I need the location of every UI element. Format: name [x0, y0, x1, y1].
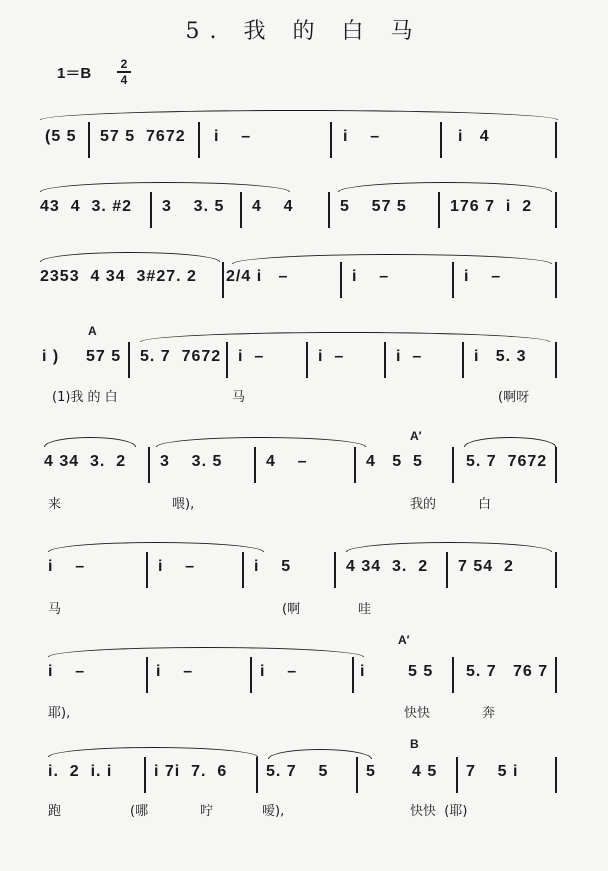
time-denominator: 4 [120, 72, 128, 87]
barline [340, 262, 342, 298]
measure-3: i – [214, 128, 252, 145]
lyric-line-3c: 哇 [358, 602, 372, 617]
measure-4: 4 5 5 [366, 453, 423, 470]
barline [354, 447, 356, 483]
lyric-line-2d: 白 [478, 497, 492, 512]
barline [356, 757, 358, 793]
measure-5: 5. 7 7672 [466, 453, 548, 470]
measure-1: 4 34 3. 2 [44, 453, 127, 470]
measure-3: 4 4 [252, 198, 294, 215]
measure-2: 2/4 i – [226, 268, 289, 285]
barline [330, 122, 332, 158]
lyric-line-5b: (哪 [130, 804, 149, 819]
measure-4: i [360, 663, 366, 680]
measure-1: 2353 4 34 3#27. 2 [40, 268, 197, 285]
measure-2: 57 5 7672 [100, 128, 186, 145]
measure-1: i – [48, 663, 86, 680]
barline [446, 552, 448, 588]
staff-system-3 [0, 260, 608, 300]
barline [242, 552, 244, 588]
staff-system-5 [0, 429, 608, 485]
measure-3: i – [238, 348, 265, 365]
lyric-line-1b: 马 [232, 390, 246, 405]
lyric-line-1c: (啊呀 [498, 390, 530, 405]
barline [555, 447, 557, 483]
lyric-line-2c: 我的 [410, 497, 437, 512]
barline [146, 657, 148, 693]
staff-system-8 [0, 737, 608, 795]
phrase-slur [44, 437, 136, 447]
measure-2: 5. 7 7672 [140, 348, 222, 365]
barline [555, 122, 557, 158]
measure-3: i – [260, 663, 298, 680]
pickup-notes: 4 5 [412, 763, 438, 780]
phrase-slur [464, 437, 556, 447]
barline [555, 552, 557, 588]
time-signature [117, 58, 131, 86]
barline [456, 757, 458, 793]
lyric-line-5e: 快快 (耶) [410, 804, 468, 819]
barline [256, 757, 258, 793]
section-mark-a-prime: A′ [410, 429, 422, 443]
measure-4: i – [318, 348, 345, 365]
measure-6: i 5. 3 [474, 348, 527, 365]
section-mark-b: B [410, 737, 419, 751]
measure-5: 7 54 2 [458, 558, 514, 575]
lyric-line-3b: (啊 [282, 602, 301, 617]
measure-4: i – [343, 128, 381, 145]
barline [452, 657, 454, 693]
barline [334, 552, 336, 588]
measure-2: 3 3. 5 [160, 453, 223, 470]
barline [250, 657, 252, 693]
barline [555, 342, 557, 378]
section-mark-a: A [88, 324, 97, 338]
barline [555, 262, 557, 298]
measure-3: 4 – [266, 453, 308, 470]
measure-1: i. 2 i. i [48, 763, 113, 780]
section-mark-a-prime: A′ [398, 633, 410, 647]
measure-4: 5 57 5 [340, 198, 407, 215]
time-numerator: 2 [120, 57, 128, 71]
staff-system-4 [0, 324, 608, 380]
barline [555, 757, 557, 793]
barline [240, 192, 242, 228]
pickup-notes: 5 5 [408, 663, 434, 680]
measure-4: i – [464, 268, 502, 285]
tie-arc [48, 647, 364, 657]
phrase-slur [346, 542, 552, 552]
barline [144, 757, 146, 793]
measure-5: i – [396, 348, 423, 365]
measure-4: 4 34 3. 2 [346, 558, 429, 575]
barline [462, 342, 464, 378]
lyric-line-2a: 来 [48, 497, 62, 512]
barline [128, 342, 130, 378]
phrase-slur [40, 252, 220, 262]
barline [452, 262, 454, 298]
phrase-slur [40, 110, 558, 120]
measure-1: (5 5 [45, 128, 77, 145]
staff-system-2 [0, 190, 608, 230]
barline [222, 262, 224, 298]
barline [198, 122, 200, 158]
tie-arc [232, 254, 552, 264]
measure-2: i – [158, 558, 196, 575]
song-title: 5. 我 的 白 马 [185, 19, 423, 44]
measure-5: 5. 7 76 7 [466, 663, 549, 680]
staff-system-7 [0, 633, 608, 695]
barline [555, 657, 557, 693]
measure-3: i – [352, 268, 390, 285]
tie-arc [156, 437, 366, 447]
phrase-slur [338, 182, 552, 192]
lyric-line-1a: (1)我 的 白 [52, 390, 118, 405]
measure-5: 7 5 i [466, 763, 519, 780]
measure-4: 5 [366, 763, 376, 780]
barline [438, 192, 440, 228]
measure-1: i ) [42, 348, 60, 365]
measure-5: 176 7 i 2 [450, 198, 533, 215]
pickup-notes: 57 5 [86, 348, 122, 365]
phrase-slur [40, 182, 290, 192]
measure-3: i 5 [254, 558, 292, 575]
tie-arc [48, 542, 264, 552]
barline [226, 342, 228, 378]
measure-2: i – [156, 663, 194, 680]
lyric-line-3a: 马 [48, 602, 62, 617]
barline [352, 657, 354, 693]
staff-system-6 [0, 550, 608, 590]
barline [555, 192, 557, 228]
lyric-line-4b: 快快 [404, 706, 431, 721]
staff-system-1 [0, 120, 608, 160]
lyric-line-5d: 嗳), [262, 804, 285, 819]
barline [440, 122, 442, 158]
lyric-line-4a: 耶), [48, 706, 71, 721]
barline [146, 552, 148, 588]
key-signature: 1＝B [57, 65, 92, 82]
barline [148, 447, 150, 483]
barline [384, 342, 386, 378]
measure-1: 43 4 3. #2 [40, 198, 133, 215]
measure-2: i 7i 7. 6 [154, 763, 228, 780]
lyric-line-5c: 咛 [200, 804, 214, 819]
barline [452, 447, 454, 483]
tie-arc [140, 332, 550, 342]
phrase-slur [48, 747, 258, 757]
barline [88, 122, 90, 158]
barline [254, 447, 256, 483]
lyric-line-5a: 跑 [48, 804, 62, 819]
barline [306, 342, 308, 378]
measure-2: 3 3. 5 [162, 198, 225, 215]
measure-5: i 4 [458, 128, 490, 145]
lyric-line-4c: 奔 [482, 706, 496, 721]
barline [328, 192, 330, 228]
measure-1: i – [48, 558, 86, 575]
lyric-line-2b: 喂), [172, 497, 195, 512]
measure-3: 5. 7 5 [266, 763, 329, 780]
barline [150, 192, 152, 228]
